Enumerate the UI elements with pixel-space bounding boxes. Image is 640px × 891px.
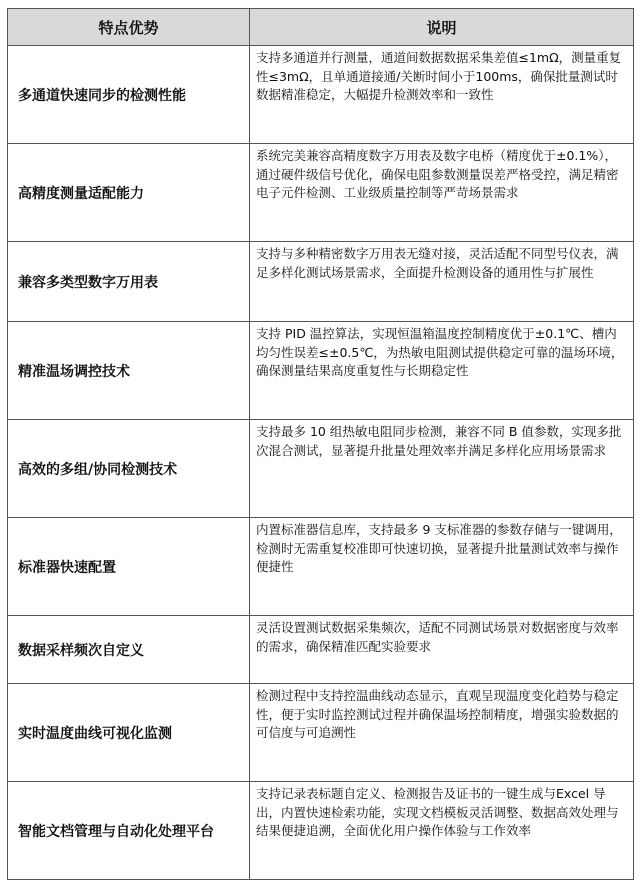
description-cell: 内置标准器信息库，支持最多 9 支标准器的参数存储与一键调用，检测时无需重复校准即可快速切换，显著提升批量测试效率与操作便捷性 bbox=[250, 518, 634, 616]
table-row bbox=[8, 616, 634, 684]
feature-cell: 实时温度曲线可视化监测 bbox=[8, 684, 250, 782]
table-row bbox=[8, 518, 634, 616]
header-description: 说明 bbox=[250, 9, 634, 46]
feature-cell: 精准温场调控技术 bbox=[8, 322, 250, 420]
feature-cell: 高精度测量适配能力 bbox=[8, 144, 250, 242]
header-feature: 特点优势 bbox=[8, 9, 250, 46]
table-row bbox=[8, 144, 634, 242]
description-cell: 支持记录表标题自定义、检测报告及证书的一键生成与Excel 导出，内置快速检索功能，实现文档模板灵活调整、数据高效处理与结果便捷追溯，全面优化用户操作体验与工作效率 bbox=[250, 782, 634, 880]
table-row bbox=[8, 322, 634, 420]
description-cell: 系统完美兼容高精度数字万用表及数字电桥（精度优于±0.1%），通过硬件级信号优化，确保电阻参数测量误差严格受控，满足精密电子元件检测、工业级质量控制等严苛场景需求 bbox=[250, 144, 634, 242]
table-row bbox=[8, 782, 634, 880]
description-cell: 检测过程中支持控温曲线动态显示，直观呈现温度变化趋势与稳定性，便于实时监控测试过程并确保温场控制精度，增强实验数据的可信度与可追溯性 bbox=[250, 684, 634, 782]
features-table bbox=[7, 8, 634, 880]
feature-cell: 标准器快速配置 bbox=[8, 518, 250, 616]
table-row bbox=[8, 684, 634, 782]
description-cell: 支持 PID 温控算法，实现恒温箱温度控制精度优于±0.1℃、槽内均匀性误差≤±0.5℃，为热敏电阻测试提供稳定可靠的温场环境，确保测量结果高度重复性与长期稳定性 bbox=[250, 322, 634, 420]
description-cell: 支持多通道并行测量，通道间数据数据采集差值≤1mΩ，测量重复性≤3mΩ，且单通道接通/关断时间小于100ms，确保批量测试时数据精准稳定，大幅提升检测效率和一致性 bbox=[250, 46, 634, 144]
table-row bbox=[8, 46, 634, 144]
table-row bbox=[8, 420, 634, 518]
feature-cell: 智能文档管理与自动化处理平台 bbox=[8, 782, 250, 880]
feature-cell: 多通道快速同步的检测性能 bbox=[8, 46, 250, 144]
description-cell: 支持最多 10 组热敏电阻同步检测，兼容不同 B 值参数，实现多批次混合测试，显著提升批量处理效率并满足多样化应用场景需求 bbox=[250, 420, 634, 518]
feature-cell: 兼容多类型数字万用表 bbox=[8, 242, 250, 322]
description-cell: 支持与多种精密数字万用表无缝对接，灵活适配不同型号仪表，满足多样化测试场景需求，全面提升检测设备的通用性与扩展性 bbox=[250, 242, 634, 322]
feature-cell: 数据采样频次自定义 bbox=[8, 616, 250, 684]
feature-cell: 高效的多组/协同检测技术 bbox=[8, 420, 250, 518]
description-cell: 灵活设置测试数据采集频次，适配不同测试场景对数据密度与效率的需求，确保精准匹配实验要求 bbox=[250, 616, 634, 684]
table-row bbox=[8, 242, 634, 322]
header-row bbox=[8, 9, 634, 46]
